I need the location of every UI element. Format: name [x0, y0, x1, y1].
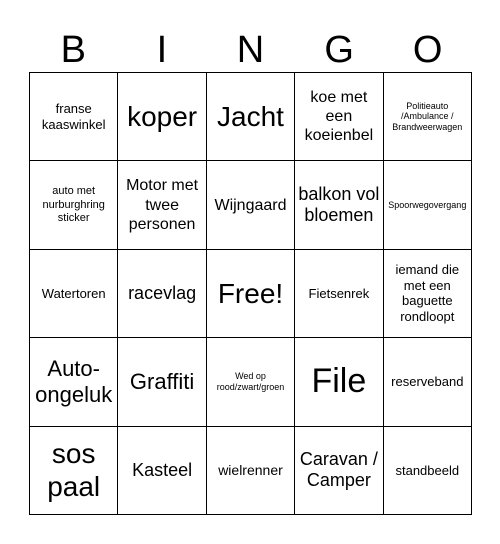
cell-label: koe met een koeienbel	[304, 88, 374, 145]
cell-label: Watertoren	[41, 285, 106, 301]
bingo-cell[interactable]	[207, 161, 295, 249]
bingo-cell[interactable]	[295, 250, 383, 338]
bingo-cell[interactable]	[295, 161, 383, 249]
bingo-cell[interactable]	[295, 338, 383, 426]
bingo-cell[interactable]	[118, 73, 206, 161]
bingo-cell[interactable]	[30, 427, 118, 515]
header-letter-i: I	[156, 29, 168, 71]
cell-label: Jacht	[217, 100, 284, 132]
cell-label: Graffiti	[129, 368, 195, 394]
cell-label: franse kaaswinkel	[41, 101, 106, 132]
cell-label: Fietsenrek	[308, 285, 370, 301]
bingo-cell[interactable]	[207, 338, 295, 426]
cell-label: wielrenner	[218, 461, 283, 478]
bingo-cell[interactable]	[384, 73, 472, 161]
bingo-cell[interactable]	[118, 338, 206, 426]
bingo-cell[interactable]	[30, 161, 118, 249]
cell-label: balkon vol bloemen	[298, 183, 380, 226]
cell-label: koper	[127, 100, 198, 132]
cell-label: Kasteel	[132, 459, 193, 480]
cell-label: Wed op rood/zwart/groen	[216, 371, 285, 392]
bingo-cell[interactable]	[384, 161, 472, 249]
header-letter-b: B	[60, 29, 86, 71]
header-letter-n: N	[236, 29, 265, 71]
cell-label: Motor met twee personen	[126, 177, 199, 233]
bingo-cell[interactable]	[118, 250, 206, 338]
header-letter-g: G	[324, 29, 354, 71]
cell-label: standbeeld	[395, 462, 460, 478]
cell-label: iemand die met een baguette rondloopt	[395, 262, 460, 325]
bingo-header	[29, 28, 472, 72]
bingo-cell[interactable]	[30, 73, 118, 161]
cell-label: racevlag	[128, 282, 197, 303]
cell-label: Caravan / Camper	[299, 448, 378, 491]
cell-label: Auto-ongeluk	[35, 355, 113, 407]
bingo-board	[29, 72, 472, 515]
bingo-cell[interactable]	[384, 338, 472, 426]
cell-label: reserveband	[391, 374, 464, 390]
cell-label: auto met nurburghring sticker	[42, 185, 105, 224]
header-letter-o: O	[412, 29, 443, 71]
cell-label: Spoorwegovergang	[388, 199, 467, 210]
bingo-cell[interactable]	[207, 427, 295, 515]
cell-label: File	[311, 362, 367, 401]
cell-label: sos paal	[47, 437, 101, 503]
cell-label: Free!	[217, 277, 284, 309]
cell-label: Politieauto /Ambulance / Brandweerwagen	[392, 100, 463, 133]
bingo-cell[interactable]	[118, 161, 206, 249]
bingo-cell[interactable]	[295, 427, 383, 515]
bingo-cell[interactable]	[295, 73, 383, 161]
bingo-cell[interactable]	[30, 338, 118, 426]
bingo-cell[interactable]	[207, 250, 295, 338]
bingo-cell[interactable]	[118, 427, 206, 515]
bingo-cell[interactable]	[384, 427, 472, 515]
bingo-cell[interactable]	[384, 250, 472, 338]
cell-label: Wijngaard	[214, 196, 287, 214]
bingo-cell[interactable]	[30, 250, 118, 338]
bingo-cell[interactable]	[207, 73, 295, 161]
